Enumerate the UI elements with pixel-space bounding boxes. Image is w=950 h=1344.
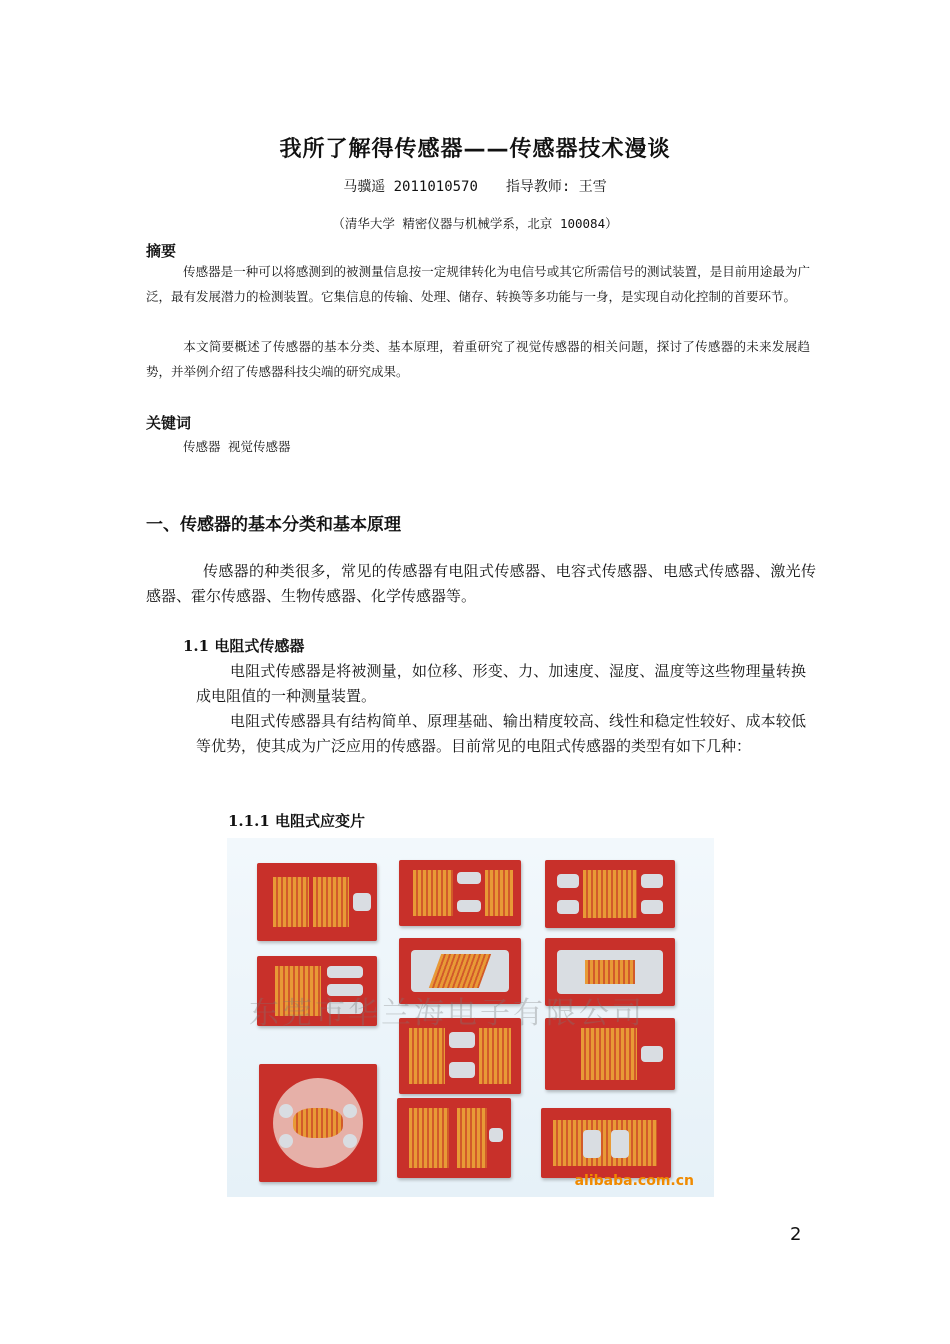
- section-1-1-paragraph-2: 电阻式传感器具有结构简单、原理基础、输出精度较高、线性和稳定性较好、成本较低等优势，使其成为广泛应用的传感器。目前常见的电阻式传感器的类型有如下几种：: [196, 712, 806, 755]
- affiliation: （清华大学 精密仪器与机械学系，北京 100084）: [332, 216, 618, 231]
- figure-credit: alibaba.com.cn: [574, 1173, 694, 1189]
- strain-gauge-chip: [545, 860, 675, 928]
- author-name: 马骥遥 2011010570: [343, 179, 478, 195]
- rosette-strain-gauge-chip: [259, 1064, 377, 1182]
- abstract-paragraph-1: 传感器是一种可以将感测到的被测量信息按一定规律转化为电信号或其它所需信号的测试装置，是目前用途最为广泛，最有发展潜力的检测装置。它集信息的传输、处理、储存、转换等多功能与一身，是实现自动化控制的首要环节。: [146, 264, 810, 304]
- strain-gauge-chip: [397, 1098, 511, 1178]
- section-1-1-heading: 1.1 电阻式传感器: [183, 637, 305, 655]
- section-1-1-paragraph-1: 电阻式传感器是将被测量，如位移、形变、力、加速度、湿度、温度等这些物理量转换成电阻值的一种测量装置。: [196, 662, 806, 705]
- strain-gauge-chip: [399, 860, 521, 926]
- advisor-name: 指导教师: 王雪: [505, 179, 607, 195]
- keywords-heading: 关键词: [146, 414, 192, 432]
- strain-gauge-figure: [227, 838, 714, 1197]
- keywords-text: 传感器 视觉传感器: [183, 439, 291, 454]
- section-1-heading: 一、传感器的基本分类和基本原理: [146, 515, 401, 535]
- page-number: 2: [790, 1224, 802, 1245]
- page-title: 我所了解得传感器——传感器技术漫谈: [279, 137, 671, 162]
- section-1-1-1-heading: 1.1.1 电阻式应变片: [228, 812, 365, 830]
- strain-gauge-chip: [257, 863, 377, 941]
- strain-gauge-chip: [541, 1108, 671, 1178]
- abstract-paragraph-2: 本文简要概述了传感器的基本分类、基本原理，着重研究了视觉传感器的相关问题，探讨了传感器的未来发展趋势，并举例介绍了传感器科技尖端的研究成果。: [146, 339, 810, 379]
- abstract-heading: 摘要: [146, 242, 177, 260]
- authors-line: [0, 176, 950, 196]
- figure-watermark: 东莞市华兰海电子有限公司: [249, 996, 645, 1031]
- section-1-paragraph: 传感器的种类很多，常见的传感器有电阻式传感器、电容式传感器、电感式传感器、激光传感器、霍尔传感器、生物传感器、化学传感器等。: [146, 562, 816, 605]
